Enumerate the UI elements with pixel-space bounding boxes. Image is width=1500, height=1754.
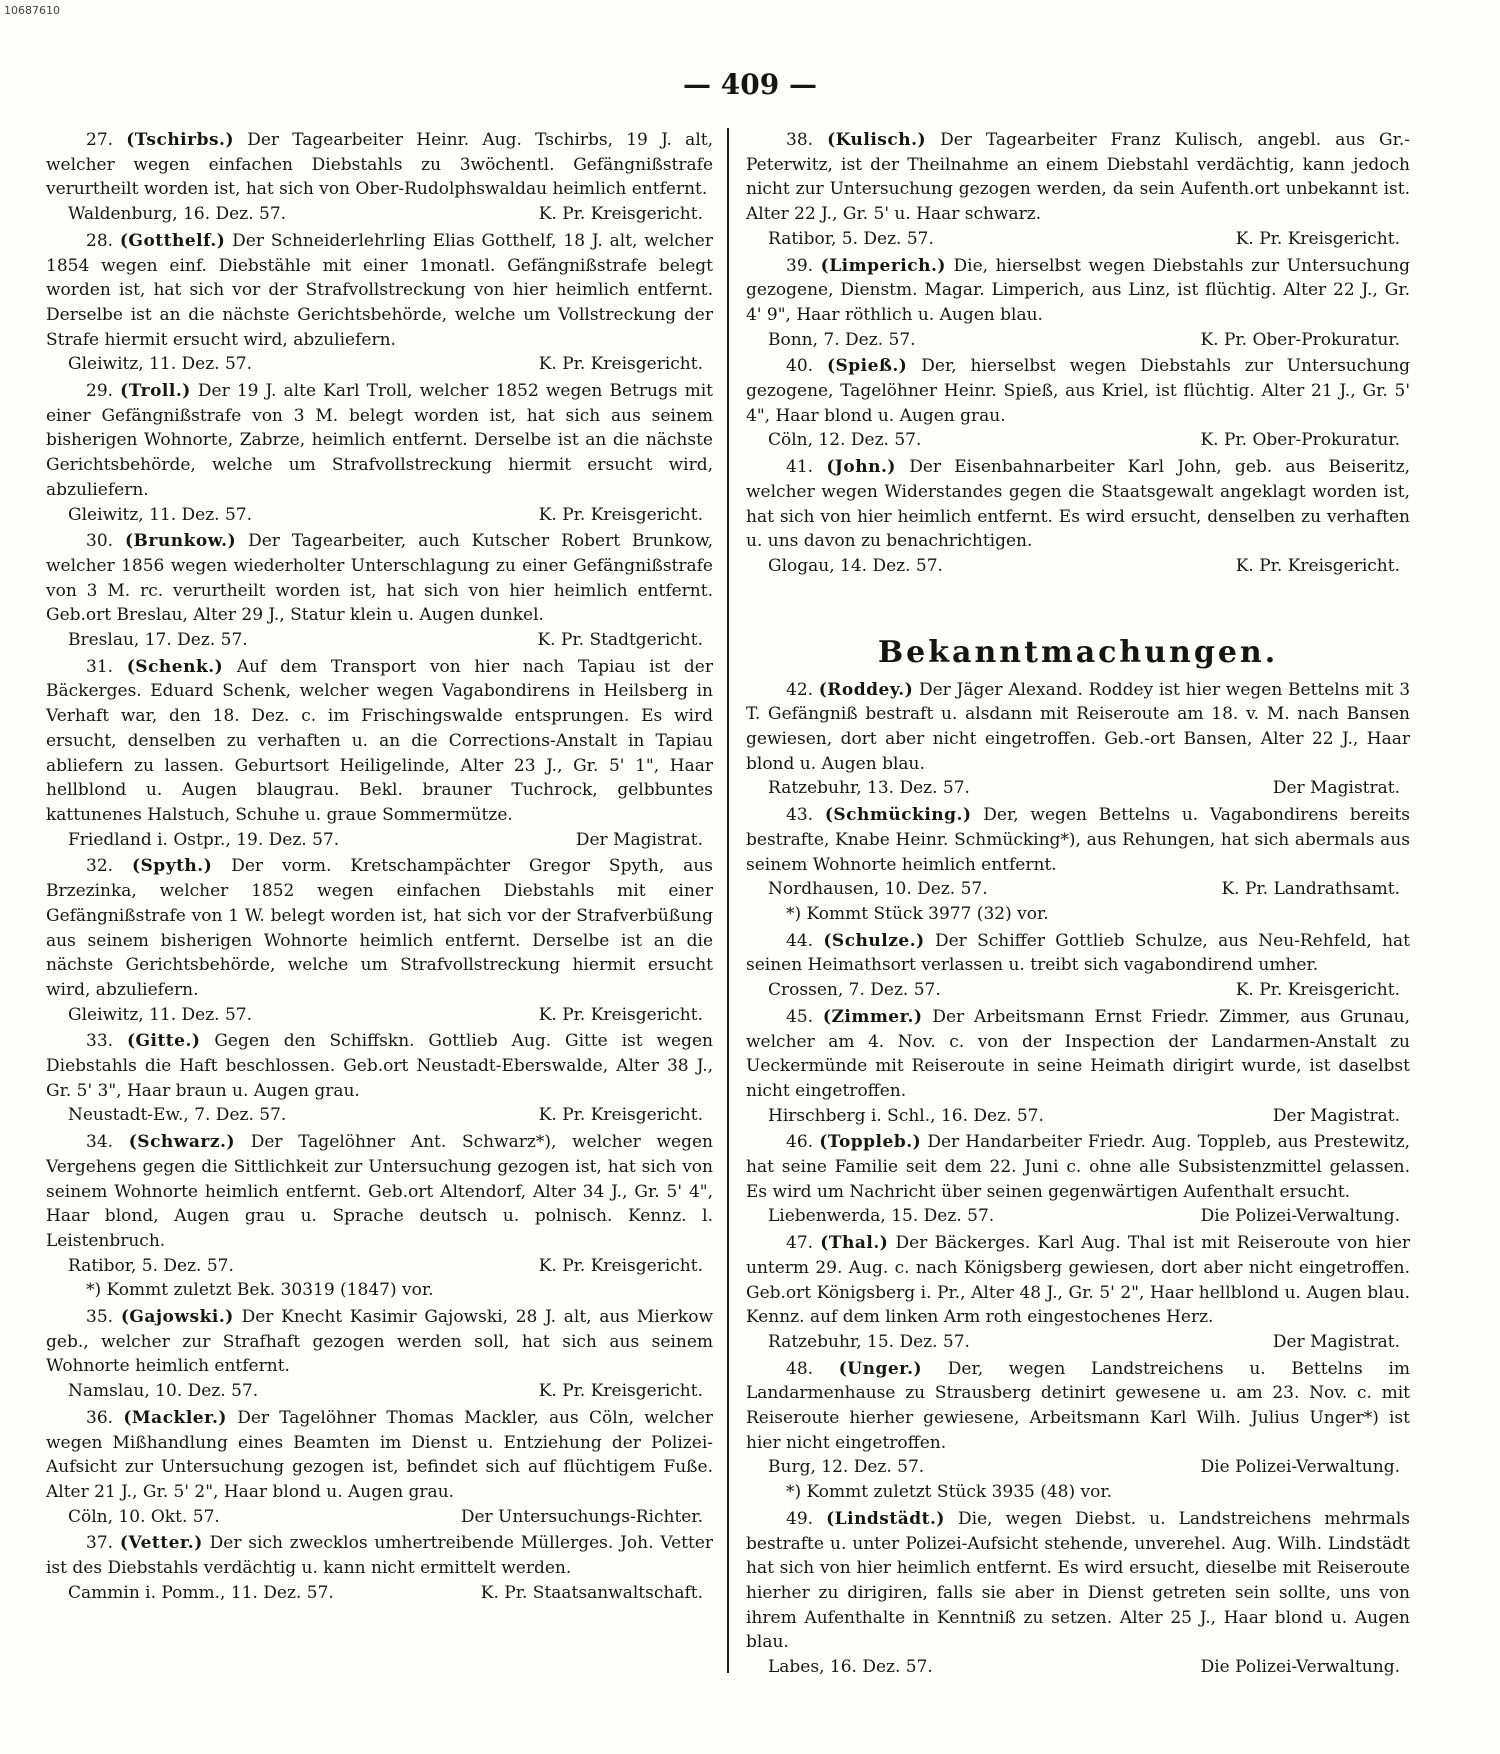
notice-body: Der, wegen Landstreichens u. Bettelns im Landarmenhause zu Strausberg detinirt gewesene u. am 23. Nov. c. mit Reiseroute hierher gewiesene, Arbeitsmann Karl Wilh. Julius Unger*) ist hier nicht eingetroffen. [746, 1358, 1411, 1453]
notice-text [746, 678, 1410, 777]
notice-entry [746, 354, 1410, 453]
notice-body: Der Jäger Alexand. Roddey ist hier wegen Bettelns mit 3 T. Gefängniß bestraft u. alsdann mit Reiseroute am 18. v. M. nach Bansen gewiesen, dort aber nicht eingetroffen. Geb.-ort Bansen, Alter 22 J., Haar blond u. Augen blau. [746, 679, 1411, 774]
right-bottom-entries [746, 678, 1410, 1680]
notice-body: Der, wegen Bettelns u. Vagabondirens bereits bestrafte, Knabe Heinr. Schmücking*), aus Rehungen, hat sich abermals aus seinem Wohnorte heimlich entfernt. [746, 805, 1411, 875]
notice-name: (Brunkow.) [125, 531, 237, 552]
notice-number: 41. [786, 457, 814, 478]
notice-place-date: Nordhausen, 10. Dez. 57. [768, 879, 988, 900]
notice-place-date: Cöln, 12. Dez. 57. [768, 430, 922, 451]
notice-entry [46, 379, 713, 527]
notice-place-date: Glogau, 14. Dez. 57. [768, 555, 943, 576]
notice-body: Auf dem Transport von hier nach Tapiau ist der Bäckerges. Eduard Schenk, welcher wegen Vagabondirens in Heilsberg in Verhaft war, den 18. Dez. c. im Frischingswalde entsprungen. Es wird ersucht, denselben zu verhaften u. an die Corrections-Anstalt in Tapiau abliefern zu lassen. Geburtsort Heiligelinde, Alter 23 J., Gr. 5' 1", Haar hellblond u. Augen blaugrau. Bekl. brauner Tuchrock, gelbbuntes kattunenes Halstuch, Schuhe u. graue Sommermütze. [46, 656, 713, 825]
notice-number: 44. [786, 930, 814, 951]
notice-number: 49. [786, 1508, 814, 1529]
notice-place-date: Ratibor, 5. Dez. 57. [768, 228, 934, 249]
notice-text [46, 128, 713, 202]
notice-name: (Thal.) [820, 1233, 889, 1254]
notice-place-date: Gleiwitz, 11. Dez. 57. [68, 504, 253, 525]
notice-number: 29. [86, 381, 114, 402]
notice-name: (Schulze.) [823, 930, 925, 951]
notice-body: Der Tagelöhner Ant. Schwarz*), welcher wegen Vergehens gegen die Sittlichkeit zur Untersuchung gezogen ist, hat sich von seinem Wohnorte heimlich entfernt. Geb.ort Altendorf, Alter 34 J., Gr. 5' 4", Haar blond, Augen grau u. Sprache deutsch u. polnisch. Kennz. l. Leistenbruch. [46, 1132, 713, 1251]
notice-place-date: Cammin i. Pomm., 11. Dez. 57. [68, 1582, 334, 1603]
notice-name: (Spyth.) [131, 856, 213, 877]
notice-authority: Die Polizei-Verwaltung. [1200, 1457, 1400, 1478]
notice-name: (Kulisch.) [827, 130, 927, 150]
notice-place-date: Friedland i. Ostpr., 19. Dez. 57. [68, 829, 340, 850]
notice-text [746, 1507, 1410, 1655]
notice-place-date: Burg, 12. Dez. 57. [768, 1457, 925, 1478]
notice-place-date: Neustadt-Ew., 7. Dez. 57. [68, 1105, 287, 1126]
notice-name: (Roddey.) [818, 679, 914, 700]
notice-footnote: *) Kommt zuletzt Bek. 30319 (1847) vor. [86, 1280, 434, 1301]
notice-authority: Der Magistrat. [1272, 778, 1400, 799]
notice-entry [46, 1029, 713, 1128]
notice-signature [46, 352, 713, 377]
notice-signature [746, 776, 1410, 801]
notice-text [746, 1231, 1410, 1330]
notice-name: (Zimmer.) [822, 1006, 923, 1027]
notice-authority: K. Pr. Kreisgericht. [538, 504, 703, 525]
notice-number: 45. [786, 1006, 814, 1027]
notice-number: 27. [86, 130, 114, 150]
notice-number: 40. [786, 356, 814, 377]
notice-authority: K. Pr. Kreisgericht. [538, 1381, 703, 1402]
notice-signature [46, 828, 713, 853]
notice-entry [46, 1305, 713, 1404]
notice-authority: K. Pr. Kreisgericht. [538, 1105, 703, 1126]
notice-signature [46, 1003, 713, 1028]
right-column [746, 128, 1410, 1682]
notice-signature [746, 554, 1410, 579]
notice-entry [746, 1130, 1410, 1229]
notice-name: (Schwarz.) [128, 1132, 236, 1153]
notice-signature [746, 1104, 1410, 1129]
notice-authority: K. Pr. Kreisgericht. [1235, 228, 1400, 249]
right-top-entries [746, 128, 1410, 579]
notice-number: 38. [786, 130, 814, 150]
notice-entry [746, 1005, 1410, 1129]
notice-signature [746, 1204, 1410, 1229]
notice-entry [46, 529, 713, 653]
notice-number: 31. [86, 656, 114, 677]
notice-place-date: Labes, 16. Dez. 57. [768, 1657, 933, 1678]
notice-text [746, 254, 1410, 328]
notice-body: Der Tagearbeiter Heinr. Aug. Tschirbs, 19 J. alt, welcher wegen einfachen Diebstahls zu 3wöchentl. Gefängnißstrafe verurtheilt worden ist, hat sich von Ober-Rudolphswaldau heimlich entfernt. [46, 130, 713, 200]
notice-place-date: Namslau, 10. Dez. 57. [68, 1381, 259, 1402]
notice-text [746, 929, 1410, 978]
notice-text [746, 1130, 1410, 1204]
notice-signature [46, 628, 713, 653]
notice-text [746, 354, 1410, 428]
notice-authority: K. Pr. Kreisgericht. [538, 204, 703, 225]
notice-name: (Toppleb.) [819, 1132, 922, 1153]
notice-number: 47. [786, 1233, 814, 1254]
notice-place-date: Breslau, 17. Dez. 57. [68, 630, 248, 651]
section-title: Bekanntmachungen. [877, 634, 1279, 670]
notice-place-date: Cöln, 10. Okt. 57. [68, 1506, 220, 1527]
notice-authority: K. Pr. Kreisgericht. [538, 354, 703, 375]
notice-footnote: *) Kommt Stück 3977 (32) vor. [786, 903, 1049, 924]
notice-number: 37. [86, 1533, 114, 1554]
left-column [46, 128, 713, 1607]
notice-body: Der Tagearbeiter Franz Kulisch, angebl. aus Gr.-Peterwitz, ist der Theilnahme an einem Diebstahl verdächtig, kann jedoch nicht zur Untersuchung gezogen werden, da sein Aufenth.ort unbekannt ist. Alter 22 J., Gr. 5' u. Haar schwarz. [746, 130, 1411, 225]
notice-text [46, 379, 713, 503]
notice-signature [46, 1505, 713, 1530]
notice-entry [46, 229, 713, 377]
notice-name: (Limperich.) [820, 255, 946, 276]
page-id: 10687610 [4, 4, 60, 17]
notice-body: Der vorm. Kretschampächter Gregor Spyth, aus Brzezinka, welcher 1852 wegen einfachen Diebstahls mit einer Gefängnißstrafe von 1 W. belegt worden ist, hat sich vor der Strafverbüßung aus seinem bisherigen Wohnorte heimlich entfernt. Derselbe ist an die nächste Gerichtsbehörde, welche um Strafvollstreckung hiermit ersucht wird, abzuliefern. [46, 856, 713, 1000]
notice-number: 30. [86, 531, 114, 552]
notice-number: 48. [786, 1358, 814, 1379]
notice-name: (Gitte.) [126, 1031, 201, 1052]
notice-authority: K. Pr. Kreisgericht. [1235, 980, 1400, 1001]
notice-signature [46, 1254, 713, 1279]
notice-body: Der Tagelöhner Thomas Mackler, aus Cöln, welcher wegen Mißhandlung eines Beamten im Dienst u. Entziehung der Polizei-Aufsicht zur Untersuchung gezogen ist, befindet sich auf flüchtigem Fuße. Alter 21 J., Gr. 5' 2", Haar blond u. Augen grau. [46, 1407, 714, 1502]
notice-authority: K. Pr. Kreisgericht. [1235, 555, 1400, 576]
notice-authority: K. Pr. Ober-Prokuratur. [1200, 329, 1400, 350]
notice-entry [746, 678, 1410, 802]
notice-body: Der 19 J. alte Karl Troll, welcher 1852 wegen Betrugs mit einer Gefängnißstrafe von 3 M. belegt worden ist, hat sich aus seinem bisherigen Wohnorte, Zabrze, heimlich entfernt. Derselbe ist an die nächste Gerichtsbehörde, welche um Strafvollstreckung hiermit ersucht wird, abzuliefern. [46, 381, 714, 500]
notice-entry [46, 854, 713, 1027]
notice-name: (Gajowski.) [120, 1307, 234, 1328]
notice-name: (Lindstädt.) [826, 1508, 945, 1529]
notice-authority: K. Pr. Staatsanwaltschaft. [480, 1582, 703, 1603]
notice-text [46, 655, 713, 828]
notice-authority: Der Magistrat. [1272, 1331, 1400, 1352]
notice-authority: K. Pr. Stadtgericht. [537, 630, 703, 651]
notice-name: (Tschirbs.) [126, 130, 235, 150]
notice-text [46, 1130, 713, 1254]
notice-number: 34. [86, 1132, 114, 1153]
notice-name: (Schmücking.) [824, 805, 972, 826]
notice-name: (Unger.) [838, 1358, 923, 1379]
notice-name: (Schenk.) [126, 656, 224, 677]
notice-authority: K. Pr. Kreisgericht. [538, 1004, 703, 1025]
notice-entry [46, 128, 713, 227]
notice-body: Die, wegen Diebst. u. Landstreichens mehrmals bestrafte u. unter Polizei-Aufsicht stehende, unverehel. Aug. Wilh. Lindstädt hat sich von hier heimlich entfernt. Es wird ersucht, dieselbe mit Reiseroute hierher zu dirigiren, falls sie aber in Dienst getreten sein sollte, uns von ihrem Aufenthalte in Kenntniß zu setzen. Alter 25 J., Haar blond u. Augen blau. [746, 1508, 1410, 1653]
notice-number: 43. [786, 805, 814, 826]
notice-body: Der sich zwecklos umhertreibende Müllerges. Joh. Vetter ist des Diebstahls verdächtig u. kann nicht ermittelt werden. [46, 1533, 714, 1579]
column-divider [727, 128, 729, 1673]
notice-entry [746, 1357, 1410, 1505]
notice-number: 39. [786, 255, 814, 276]
notice-authority: Der Magistrat. [1272, 1105, 1400, 1126]
notice-number: 35. [86, 1307, 114, 1328]
notice-signature [746, 428, 1410, 453]
notice-entry [46, 1130, 713, 1303]
notice-place-date: Crossen, 7. Dez. 57. [768, 980, 941, 1001]
notice-body: Der Bäckerges. Karl Aug. Thal ist mit Reiseroute von hier unterm 29. Aug. c. nach Königsberg gewiesen, dort aber nicht eingetroffen. Geb.ort Königsberg i. Pr., Alter 48 J., Gr. 5' 2", Haar hellblond u. Augen blau. Kennz. auf dem linken Arm roth eingestochenes Herz. [746, 1233, 1411, 1328]
notice-name: (Gotthelf.) [119, 230, 226, 251]
notice-authority: K. Pr. Ober-Prokuratur. [1200, 430, 1400, 451]
notice-name: (Vetter.) [119, 1533, 203, 1554]
notice-text [746, 1005, 1410, 1104]
notice-place-date: Ratibor, 5. Dez. 57. [68, 1255, 234, 1276]
notice-entry [746, 254, 1410, 353]
notice-signature [746, 978, 1410, 1003]
notice-authority: K. Pr. Landrathsamt. [1221, 879, 1400, 900]
notice-entry [746, 128, 1410, 252]
notice-entry [746, 455, 1410, 579]
notice-number: 46. [786, 1132, 814, 1153]
notice-text [46, 229, 713, 353]
notice-entry [46, 1406, 713, 1530]
notice-number: 33. [86, 1031, 114, 1052]
notice-authority: Der Untersuchungs-Richter. [460, 1506, 703, 1527]
notice-body: Der Tagearbeiter, auch Kutscher Robert Brunkow, welcher 1856 wegen wiederholter Unterschlagung zu einer Gefängnißstrafe von 3 M. rc. verurtheilt worden ist, hat sich von hier heimlich entfernt. Geb.ort Breslau, Alter 29 J., Statur klein u. Augen dunkel. [46, 531, 713, 626]
notice-text [46, 1305, 713, 1379]
notice-place-date: Liebenwerda, 15. Dez. 57. [768, 1206, 995, 1227]
notice-place-date: Bonn, 7. Dez. 57. [768, 329, 916, 350]
notice-place-date: Waldenburg, 16. Dez. 57. [68, 204, 287, 225]
notice-text [746, 455, 1410, 554]
notice-name: (Mackler.) [123, 1407, 227, 1428]
notice-name: (John.) [826, 457, 896, 478]
notice-body: Der Schiffer Gottlieb Schulze, aus Neu-Rehfeld, hat seinen Heimathsort verlassen u. treibt sich vagabondirend umher. [746, 930, 1411, 976]
notice-text [46, 1406, 713, 1505]
notice-signature [746, 1330, 1410, 1355]
notice-body: Die, hierselbst wegen Diebstahls zur Untersuchung gezogene, Dienstm. Magar. Limperich, aus Linz, ist flüchtig. Alter 22 J., Gr. 4' 9", Haar röthlich u. Augen blau. [746, 255, 1410, 325]
notice-name: (Spieß.) [826, 356, 908, 377]
notice-number: 36. [86, 1407, 114, 1428]
notice-place-date: Ratzebuhr, 13. Dez. 57. [768, 778, 970, 799]
notice-number: 28. [86, 230, 114, 251]
notice-authority: Die Polizei-Verwaltung. [1200, 1657, 1400, 1678]
notice-authority: K. Pr. Kreisgericht. [538, 1255, 703, 1276]
notice-text [46, 1531, 713, 1580]
notice-body: Der Arbeitsmann Ernst Friedr. Zimmer, aus Grunau, welcher am 4. Nov. c. von der Inspection der Landarmen-Anstalt zu Ueckermünde mit Reiseroute in seine Heimath dirigirt wurde, ist daselbst nicht eingetroffen. [746, 1006, 1410, 1101]
notice-place-date: Ratzebuhr, 15. Dez. 57. [768, 1331, 970, 1352]
notice-entry [46, 655, 713, 853]
notice-body: Der Knecht Kasimir Gajowski, 28 J. alt, aus Mierkow geb., welcher zur Strafhaft gezogen werden soll, hat sich aus seinem Wohnorte heimlich entfernt. [46, 1307, 714, 1377]
notice-text [46, 1029, 713, 1103]
notice-place-date: Gleiwitz, 11. Dez. 57. [68, 1004, 253, 1025]
notice-authority: Der Magistrat. [575, 829, 703, 850]
notice-entry [746, 1231, 1410, 1355]
notice-place-date: Hirschberg i. Schl., 16. Dez. 57. [768, 1105, 1044, 1126]
notice-text [746, 128, 1410, 227]
notice-entry [746, 1507, 1410, 1680]
notice-text [746, 1357, 1410, 1456]
notice-name: (Troll.) [120, 381, 191, 402]
notice-entry [746, 803, 1410, 927]
notice-text [46, 854, 713, 1002]
notice-body: Der Schneiderlehrling Elias Gotthelf, 18 J. alt, welcher 1854 wegen einf. Diebstähle mit einer 1monatl. Gefängnißstrafe belegt worden ist, hat sich vor der Strafvollstreckung von hier heimlich entfernt. Derselbe ist an die nächste Gerichtsbehörde, welche um Vollstreckung der Strafe hiermit ersucht wird, abzuliefern. [46, 230, 713, 350]
notice-body: Der Handarbeiter Friedr. Aug. Toppleb, aus Prestewitz, hat seine Familie seit dem 22. Juni c. ohne alle Subsistenzmittel gelassen. Es wird um Nachricht über seinen gegenwärtigen Aufenthalt ersucht. [746, 1132, 1411, 1202]
notice-signature [746, 1455, 1410, 1480]
notice-signature [46, 1379, 713, 1404]
notice-text [746, 803, 1410, 877]
notice-number: 42. [786, 679, 814, 700]
notice-body: Der, hierselbst wegen Diebstahls zur Untersuchung gezogene, Tagelöhner Heinr. Spieß, aus Kriel, ist flüchtig. Alter 21 J., Gr. 5' 4", Haar blond u. Augen grau. [746, 356, 1410, 426]
notice-signature [46, 1103, 713, 1128]
notice-footnote: *) Kommt zuletzt Stück 3935 (48) vor. [786, 1482, 1113, 1503]
notice-signature [746, 1655, 1410, 1680]
notice-text [46, 529, 713, 628]
notice-body: Gegen den Schiffskn. Gottlieb Aug. Gitte ist wegen Diebstahls die Haft beschlossen. Geb.ort Neustadt-Eberswalde, Alter 38 J., Gr. 5' 3", Haar braun u. Augen grau. [46, 1031, 714, 1101]
notice-signature [46, 1581, 713, 1606]
notice-place-date: Gleiwitz, 11. Dez. 57. [68, 354, 253, 375]
notice-signature [46, 503, 713, 528]
notice-signature [746, 328, 1410, 353]
notice-entry [746, 929, 1410, 1003]
notice-body: Der Eisenbahnarbeiter Karl John, geb. aus Beiseritz, welcher wegen Widerstandes gegen die Staatsgewalt angeklagt worden ist, hat sich von hier heimlich entfernt. Es wird ersucht, denselben zu verhaften u. uns davon zu benachrichtigen. [746, 457, 1411, 552]
notice-signature [46, 202, 713, 227]
notice-signature [746, 877, 1410, 902]
notice-signature [746, 227, 1410, 252]
notice-authority: Die Polizei-Verwaltung. [1200, 1206, 1400, 1227]
notice-number: 32. [86, 856, 114, 877]
notice-entry [46, 1531, 713, 1605]
page-number: — 409 — [683, 68, 817, 101]
